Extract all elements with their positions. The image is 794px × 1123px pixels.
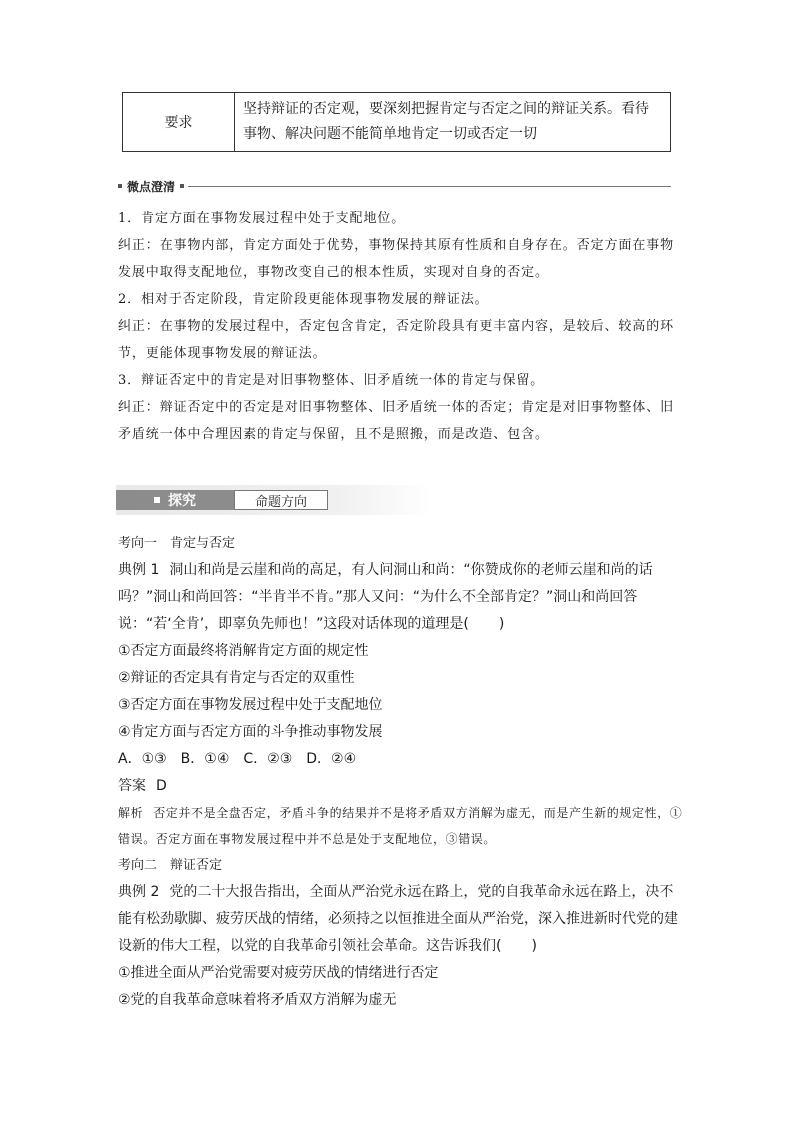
divider [188,186,671,187]
clarification-title: 微点澄清 [127,179,176,194]
example-1-text: 洞山和尚是云崖和尚的高足，有人问洞山和尚：“你赞成你的老师云崖和尚的话吗？”洞山和尚回答：“半肯半不肯。”那人又问：“为什么不全部肯定？”洞山和尚回答说：“若‘全肯’，即辜负先师也！”这段对话体现的道理是( [118,562,653,632]
example-2-close: ) [531,938,537,954]
clar-correction-3: 纠正：辩证否定中的否定是对旧事物整体、旧矛盾统一体的否定；肯定是对旧事物整体、旧矛盾统一体中合理因素的肯定与保留，且不是照搬，而是改造、包含。 [118,400,675,442]
banner-direction-tag: 命题方向 [234,490,328,510]
option-2-2: ②党的自我革命意味着将矛盾双方消解为虚无 [118,992,397,1008]
option-4: ④肯定方面与否定方面的斗争推动事物发展 [118,724,383,740]
example-2-text: 党的二十大报告指出，全面从严治党永远在路上，党的自我革命永远在路上，决不能有松劲歇脚、疲劳厌战的情绪，必须持之以恒推进全面从严治党，深入推进新时代党的建设新的伟大工程，以党的自我革命引领社会革命。这告诉我们( [118,884,678,954]
clar-statement-1: 1．肯定方面在事物发展过程中处于支配地位。 [118,211,406,226]
example-1 [118,557,683,638]
requirement-table [122,92,671,152]
banner-explore-tag [116,490,234,510]
requirement-content: 坚持辩证的否定观，要深刻把握肯定与否定之间的辩证关系。看待事物、解决问题不能简单地肯定一切或否定一切 [235,93,671,152]
main-content [118,530,683,1014]
example-1-close: ) [498,616,505,632]
clar-correction-1: 纠正：在事物内部，肯定方面处于优势，事物保持其原有性质和自身存在。否定方面在事物发展中取得支配地位，事物改变自己的根本性质，实现对自身的否定。 [118,238,675,280]
clarification-header [118,178,671,194]
analysis-text: 否定并不是全盘否定，矛盾斗争的结果并不是将矛盾双方消解为虚无，而是产生新的规定性，①错误。否定方面在事物发展过程中并不总是处于支配地位，③错误。 [118,806,683,846]
square-bullet-icon [118,184,122,188]
example-2 [118,879,683,960]
option-2: ②辩证的否定具有肯定与否定的双重性 [118,670,355,686]
option-3: ③否定方面在事物发展过程中处于支配地位 [118,697,383,713]
square-bullet-icon [154,497,160,503]
option-1: ①否定方面最终将消解肯定方面的规定性 [118,643,369,659]
direction-1-title: 考向一 肯定与否定 [118,536,236,551]
example-1-label: 典例 1 [118,562,160,578]
answer-value: D [156,778,167,794]
direction-2-title: 考向二 辩证否定 [118,858,223,873]
option-2-1: ①推进全面从严治党需要对疲劳厌战的情绪进行否定 [118,965,439,981]
choices: A．①③ B．①④ C．②③ D．②④ [118,751,357,767]
answer-label: 答案 [118,778,146,794]
clar-statement-3: 3．辩证否定中的肯定是对旧事物整体、旧矛盾统一体的肯定与保留。 [118,373,545,388]
answer [118,773,683,800]
square-bullet-icon [180,184,184,188]
explore-banner [116,485,432,515]
requirement-label: 要求 [123,93,235,152]
clar-correction-2: 纠正：在事物的发展过程中，否定包含肯定，否定阶段具有更丰富内容，是较后、较高的环节，更能体现事物发展的辩证法。 [118,319,675,361]
banner-explore-label: 探究 [168,493,196,509]
analysis-label: 解析 [118,806,144,820]
clarification-list [118,205,678,448]
analysis [118,800,683,852]
example-2-label: 典例 2 [118,884,160,900]
clar-statement-2: 2．相对于否定阶段，肯定阶段更能体现事物发展的辩证法。 [118,292,489,307]
